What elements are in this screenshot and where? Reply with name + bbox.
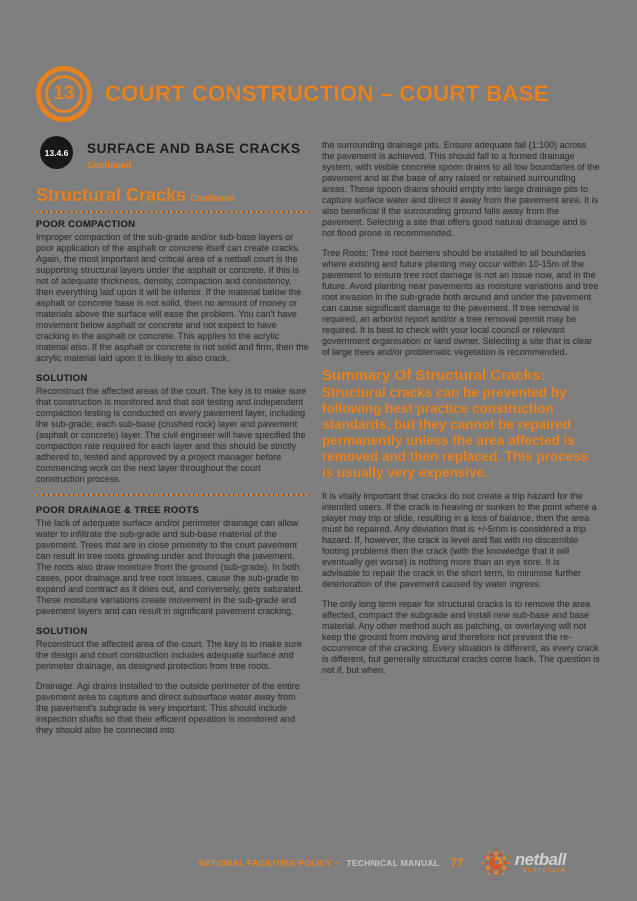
page-footer [0,846,566,880]
paragraph-tree-roots: Tree Roots: Tree root barriers should be installed to all boundaries where existing and future planting may occur within 10-15m of the pavement to ensure tree root damage is not an issue now, and in the future. Avoid planting near pavements as moisture variations and tree root invasion in the sub-grade both around and under the pavement can cause significant damage to the pavement. If tree removal is required, an arborist report and/or a tree removal permit may be required. It is best to check with your local council or relevant government organisation or land owner. Selecting a site that is clear of large trees and/or problematic vegetation is recommended. [322,248,599,357]
page-number: 77 [450,856,464,870]
chapter-title: COURT CONSTRUCTION – COURT BASE [105,81,549,106]
netball-australia-logo [479,846,566,880]
right-column [322,140,600,685]
chapter-number-badge [36,66,92,122]
paragraph-long-term-repair: The only long term repair for structural cracks is to remove the area affected, compact the subgrade and install new sub-base and base material. Any other method such as patching, or overlaying will not keep the ground from moving and therefore not prevent the re-occurrence of the cracking. Every situation is different, as every crack is different, but generally structural cracks come back. The question is not if, but when. [322,599,600,675]
subsection-title: Structural Cracks [36,185,187,205]
section-header [40,136,301,170]
section-titles [87,136,301,170]
heading-poor-compaction: POOR COMPACTION [36,219,136,230]
left-column [36,219,310,745]
paragraph-solution-2: Reconstruct the affected area of the court. The key is to make sure the design and court construction includes adequate surface and perimeter drainage, as designed protection from tree roots. [36,639,302,671]
chapter-number: 13 [53,83,75,104]
subsection-header [36,185,310,213]
summary-heading: Summary Of Structural Cracks: [322,367,546,384]
heading-poor-drainage: POOR DRAINAGE & TREE ROOTS [36,505,199,516]
subsection-continued-label: Continued [190,193,235,203]
paragraph-drainage-continued: the surrounding drainage pits. Ensure adequate fall (1:100) across the pavement is achieved. This should fall to a formed drainage system, with visible concrete spoon drains to all low boundaries of the pavement and at the base of any raised or retained surrounding areas. These spoon drains should empty into large drainage pits to capture surface water and direct it away from the pavement area. It is also beneficial if the surrounding ground falls away from the pavement. Selecting a site that offers good natural drainage and is not flood prone is recommended. [322,140,600,238]
logo-country-label: AUSTRALIA [522,868,566,874]
logo-text-block [515,852,566,874]
section-number-badge: 13.4.6 [40,136,73,169]
chapter-header [36,66,549,122]
paragraph-drainage-detail: Drainage: Agi drains installed to the outside perimeter of the entire pavement area to capture and direct subsurface water away from the pavement's subgrade is very important. This should include inspection shafts so that their efficient operation is monitored and they should also be connected into [36,681,300,735]
paragraph-poor-compaction: Improper compaction of the sub-grade and/or sub-base layers or poor application of the asphalt or concrete itself can create cracks. Again, the most important and critical area of a netball court is the supporting structural layers under the asphalt or concrete. If this is not of adequate thickness, density, compaction and consistency, then everything laid upon it will be inferior. If the material below the asphalt or concrete base is not solid, then no amount of money or materials above the surface will ease the problem. You can't have movement below asphalt or concrete and not expect to have cracking in the asphalt or concrete. This applies to the acrylic material also. If the asphalt or concrete is not solid and firm, then the acrylic material laid upon it is likely to also crack. [36,232,309,363]
logo-wordmark: netball [514,850,566,869]
heading-solution-1: SOLUTION [36,373,88,384]
sunburst-icon [479,846,513,880]
footer-policy-label: NATIONAL FACILITIES POLICY – [198,858,340,868]
section-title: SURFACE AND BASE CRACKS [87,141,301,156]
footer-manual-label: TECHNICAL MANUAL [346,858,440,868]
dotted-divider [36,494,310,496]
dotted-divider [36,211,310,213]
paragraph-solution-1: Reconstruct the affected areas of the court. The key is to make sure that construction is monitored and that soil testing and independent compaction testing is conducted on every pavement layer, including the sub-grade, each sub-base (crushed rock) layer and pavement (asphalt or concrete) layer. The civil engineer will have specified the compaction rate required for each layer and this should be strictly adhered to, tested and approved by a project manager before commencing work on the next layer throughout the court construction process. [36,386,307,484]
heading-solution-2: SOLUTION [36,626,88,637]
section-continued-label: Continued [87,160,132,170]
chapter-number-badge-inner-ring [45,75,83,113]
paragraph-trip-hazard: It is vitally important that cracks do not create a trip hazard for the intended users. If the crack is heaving or sunken to the point where a player may trip or slide, resulting in a loss of balance, then the area must be repaired. Any deviation that is +/-5mm is considered a trip hazard. If, however, the crack is level and flat with no discernible footing problems then the crack (with the knowledge that it will eventually get worse) is nothing more than an eye sore. It is advisable to repair the crack in the short term, to minimise further deterioration of the pavement caused by water ingress. [322,491,597,589]
paragraph-poor-drainage: The lack of adequate surface and/or perimeter drainage can allow water to infiltrate the sub-grade and sub-base material of the pavement. Trees that are in close proximity to the court pavement can result in tree roots growing under and through the pavement. The roots also draw moisture from the ground (sub-grade). In both cases, poor drainage and tree root issues, cause the sub-grade to expand and contract as it dries out, and conversely, gets saturated. These moisture variations create movement in the sub-grade and pavement layers and can result in significant pavement cracking. [36,518,303,616]
summary-text: Structural cracks can be prevented by following best practice construction standards, but they cannot be repaired permanently unless the area affected is removed and then replaced. This process is usually very expensive. [322,385,589,480]
